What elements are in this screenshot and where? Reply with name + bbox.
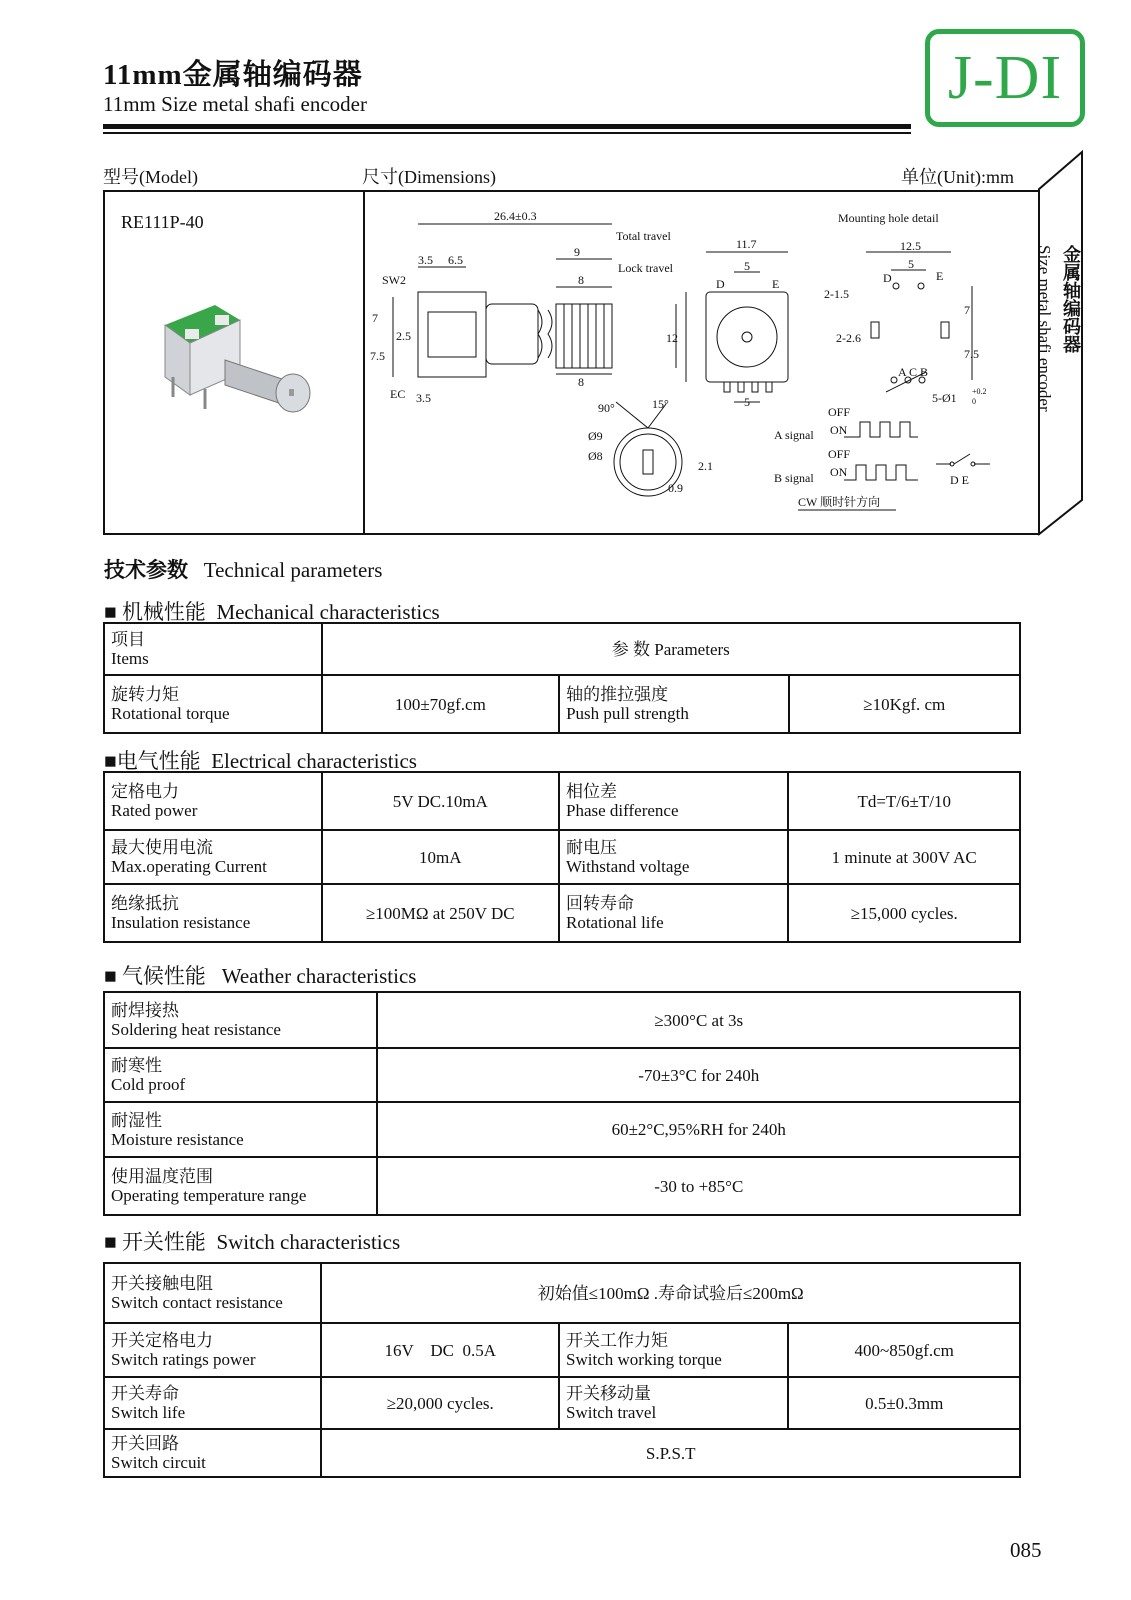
- dim-7-5: 7.5: [370, 349, 385, 363]
- brand-logo-text: J-DI: [947, 43, 1063, 112]
- header-rule-thick: [103, 124, 911, 129]
- model-label: 型号(Model): [103, 167, 198, 187]
- label-b-signal: B signal: [774, 471, 814, 485]
- dim-phi9: Ø9: [588, 429, 603, 443]
- dim-7b: 7: [964, 303, 970, 317]
- row-label-en: Switch circuit: [111, 1453, 206, 1472]
- mechanical-header-row: [104, 623, 1020, 675]
- dim-12-5: 12.5: [900, 239, 921, 253]
- label-ec: EC: [390, 387, 406, 401]
- row-label-cn: 开关回路: [111, 1434, 179, 1453]
- dim-8a: 8: [578, 273, 584, 287]
- parameters-header: 参 数 Parameters: [322, 623, 1020, 675]
- table-row: [104, 1429, 1020, 1477]
- table-row: [104, 1102, 1020, 1157]
- row-label-en: Moisture resistance: [111, 1129, 244, 1149]
- side-label-en: [1034, 245, 1056, 412]
- row-value: 5V DC.10mA: [322, 772, 559, 830]
- row-label-cn: 回转寿命: [566, 894, 634, 913]
- row-label-cn: 耐电压: [566, 838, 617, 857]
- row-label-en: Switch contact resistance: [111, 1293, 283, 1312]
- electrical-heading-en: Electrical characteristics: [211, 749, 417, 773]
- dim-2-1-5: 2-1.5: [824, 287, 849, 301]
- side-label-en-text: Size metal shafi encoder: [1035, 245, 1054, 412]
- switch-heading: ■ 开关性能 Switch characteristics: [104, 1230, 401, 1254]
- row-label-cn: 耐湿性: [111, 1110, 162, 1130]
- page-title-cn: 11mm金属轴编码器: [103, 59, 363, 91]
- label-sw2: SW2: [382, 273, 406, 287]
- row-value: -30 to +85°C: [377, 1157, 1020, 1215]
- dim-2-2-6: 2-2.6: [836, 331, 861, 345]
- dim-11-7: 11.7: [736, 237, 757, 251]
- row-label-cn: 耐寒性: [111, 1056, 162, 1075]
- label-lock-travel: Lock travel: [618, 261, 673, 275]
- label-cw: CW 顺时针方向: [798, 495, 881, 509]
- side-label-cn-text: 金属轴编码器: [1061, 245, 1081, 353]
- label-acb: A C B: [898, 365, 929, 379]
- label-e2: E: [936, 269, 944, 283]
- dim-8b: 8: [578, 375, 584, 389]
- label-off-1: OFF: [828, 405, 851, 419]
- angle-15: 15°: [652, 397, 669, 411]
- row-label-en: Switch travel: [566, 1403, 657, 1422]
- row-label-en: Insulation resistance: [111, 913, 251, 932]
- product-tab: [185, 329, 199, 339]
- label-a-signal: A signal: [774, 428, 814, 442]
- table-row: [104, 772, 1020, 830]
- items-cn: 项目: [111, 630, 145, 649]
- electrical-table: [103, 771, 1021, 943]
- electrical-heading-cn: 电气性能: [116, 749, 201, 773]
- model-divider: [363, 190, 365, 535]
- switch-heading-en: Switch characteristics: [216, 1230, 401, 1254]
- row-value: ≥15,000 cycles.: [788, 884, 1020, 942]
- row-label-en: Switch life: [111, 1403, 186, 1422]
- dim-3-5: 3.5: [418, 253, 433, 267]
- row-value: ≥10Kgf. cm: [789, 675, 1020, 733]
- dim-holes: 5-Ø1: [932, 391, 957, 405]
- label-de: D E: [950, 473, 969, 487]
- dim-holes-tol: +0.2: [972, 387, 987, 396]
- row-value: 10mA: [322, 830, 559, 884]
- row-value: 初始值≤100mΩ .寿命试验后≤200mΩ: [321, 1263, 1020, 1323]
- row-label-en: Rated power: [111, 801, 198, 820]
- mechanical-heading-cn: 机械性能: [121, 600, 206, 624]
- row-label-cn: 绝缘抵抗: [111, 894, 179, 913]
- header-rule-thin: [103, 132, 911, 134]
- row-value: ≥20,000 cycles.: [321, 1377, 559, 1429]
- row-label-en: Switch ratings power: [111, 1350, 256, 1369]
- row-label-en: Rotational life: [566, 913, 664, 932]
- side-view-spring-2: [548, 310, 552, 358]
- row-value: Td=T/6±T/10: [788, 772, 1020, 830]
- row-label-cn: 相位差: [566, 782, 617, 801]
- table-row: [104, 1323, 1020, 1377]
- row-label-en: Rotational torque: [111, 704, 230, 723]
- table-row: [104, 1157, 1020, 1215]
- dimensions-label: 尺寸(Dimensions): [362, 167, 496, 187]
- dim-holes-tol2: 0: [972, 397, 976, 406]
- weather-table: [103, 991, 1021, 1216]
- row-label-cn: 定格电力: [111, 782, 179, 801]
- weather-heading-en: Weather characteristics: [221, 964, 417, 988]
- tech-heading: [104, 554, 382, 584]
- row-value: -70±3°C for 240h: [377, 1048, 1020, 1102]
- model-value: RE111P-40: [121, 212, 204, 232]
- row-value: S.P.S.T: [321, 1429, 1020, 1477]
- row-value: 1 minute at 300V AC: [788, 830, 1020, 884]
- product-shaft: [225, 360, 285, 405]
- table-row: [104, 1263, 1020, 1323]
- dim-total: 26.4±0.3: [494, 209, 537, 223]
- row-label-cn: 耐焊接热: [111, 1001, 179, 1020]
- dim-6-5: 6.5: [448, 253, 463, 267]
- switch-table: [103, 1262, 1021, 1478]
- electrical-heading: ■电气性能 Electrical characteristics: [104, 749, 417, 773]
- row-label-en: Soldering heat resistance: [111, 1020, 281, 1039]
- label-off-2: OFF: [828, 447, 851, 461]
- weather-heading-cn: 气候性能: [121, 964, 206, 988]
- table-row: [104, 675, 1020, 733]
- row-value: ≥100MΩ at 250V DC: [322, 884, 559, 942]
- label-on-1: ON: [830, 423, 848, 437]
- front-view-shaft-circle: [717, 307, 777, 367]
- page-number: 085: [1010, 1538, 1042, 1562]
- row-label-cn: 开关定格电力: [111, 1331, 213, 1350]
- row-label-en: Operating temperature range: [111, 1186, 307, 1205]
- row-label-cn: 开关寿命: [111, 1384, 179, 1403]
- table-row: [104, 1048, 1020, 1102]
- label-on-2: ON: [830, 465, 848, 479]
- row-label-cn: 最大使用电流: [111, 838, 213, 857]
- row-value: 100±70gf.cm: [322, 675, 560, 733]
- dim-5a: 5: [744, 259, 750, 273]
- side-view-bushing: [486, 304, 538, 364]
- row-label-en: Max.operating Current: [111, 857, 267, 876]
- dim-5b: 5: [744, 395, 750, 409]
- dim-0-9: 0.9: [668, 481, 683, 495]
- tech-heading-en: Technical parameters: [203, 558, 383, 582]
- row-value: ≥300°C at 3s: [377, 992, 1020, 1048]
- dim-2-1: 2.1: [698, 459, 713, 473]
- side-label-cn: [1058, 245, 1082, 353]
- product-tab-2: [215, 315, 229, 325]
- row-label-cn: 轴的推拉强度: [566, 685, 669, 704]
- angle-90: 90°: [598, 401, 615, 415]
- tech-heading-cn: 技术参数: [104, 558, 188, 582]
- table-row: [104, 884, 1020, 942]
- dim-3-5b: 3.5: [416, 391, 431, 405]
- side-view-inner: [428, 312, 476, 357]
- unit-label: 单位(Unit):mm: [901, 167, 1014, 187]
- row-label-cn: 开关接触电阻: [111, 1274, 213, 1293]
- product-knob-slot: [289, 389, 294, 396]
- label-d2: D: [883, 271, 892, 285]
- row-value: 16V DC 0.5A: [321, 1323, 559, 1377]
- row-value: 60±2°C,95%RH for 240h: [377, 1102, 1020, 1157]
- row-label-cn: 开关工作力矩: [566, 1331, 669, 1350]
- mechanical-table: [103, 622, 1021, 734]
- front-view-body: [706, 292, 788, 382]
- dim-5c: 5: [908, 257, 914, 271]
- switch-heading-cn: 开关性能: [121, 1230, 206, 1254]
- dim-12: 12: [666, 331, 678, 345]
- row-label-cn: 开关移动量: [566, 1384, 652, 1403]
- label-mounting: Mounting hole detail: [838, 211, 939, 225]
- row-label-cn: 旋转力矩: [111, 685, 179, 704]
- a-signal-waveform: [844, 422, 918, 437]
- row-label-en: Push pull strength: [566, 704, 689, 723]
- product-photo: [145, 285, 325, 425]
- label-d: D: [716, 277, 725, 291]
- table-row: [104, 1377, 1020, 1429]
- dim-7: 7: [372, 311, 378, 325]
- mechanical-heading: ■ 机械性能 Mechanical characteristics: [104, 600, 440, 624]
- row-label-en: Switch working torque: [566, 1350, 722, 1369]
- row-value: 400~850gf.cm: [788, 1323, 1020, 1377]
- dim-phi8: Ø8: [588, 449, 603, 463]
- dimension-drawing: [366, 192, 1038, 533]
- row-label-cn: 使用温度范围: [111, 1167, 213, 1186]
- brand-logo: [925, 29, 1085, 127]
- weather-heading: ■ 气候性能 Weather characteristics: [104, 964, 417, 988]
- mechanical-heading-en: Mechanical characteristics: [216, 600, 440, 624]
- dim-2-5: 2.5: [396, 329, 411, 343]
- table-row: [104, 992, 1020, 1048]
- dim-9: 9: [574, 245, 580, 259]
- row-label-en: Cold proof: [111, 1075, 186, 1094]
- label-total-travel: Total travel: [616, 229, 671, 243]
- b-signal-waveform: [844, 465, 918, 480]
- page-title-en: 11mm Size metal shafi encoder: [103, 92, 367, 116]
- row-value: 0.5±0.3mm: [788, 1377, 1020, 1429]
- table-row: [104, 830, 1020, 884]
- side-view-spring: [538, 310, 542, 358]
- label-e: E: [772, 277, 780, 291]
- row-label-en: Withstand voltage: [566, 857, 690, 876]
- items-en: Items: [111, 649, 149, 668]
- row-label-en: Phase difference: [566, 801, 679, 820]
- dim-7-5b: 7.5: [964, 347, 979, 361]
